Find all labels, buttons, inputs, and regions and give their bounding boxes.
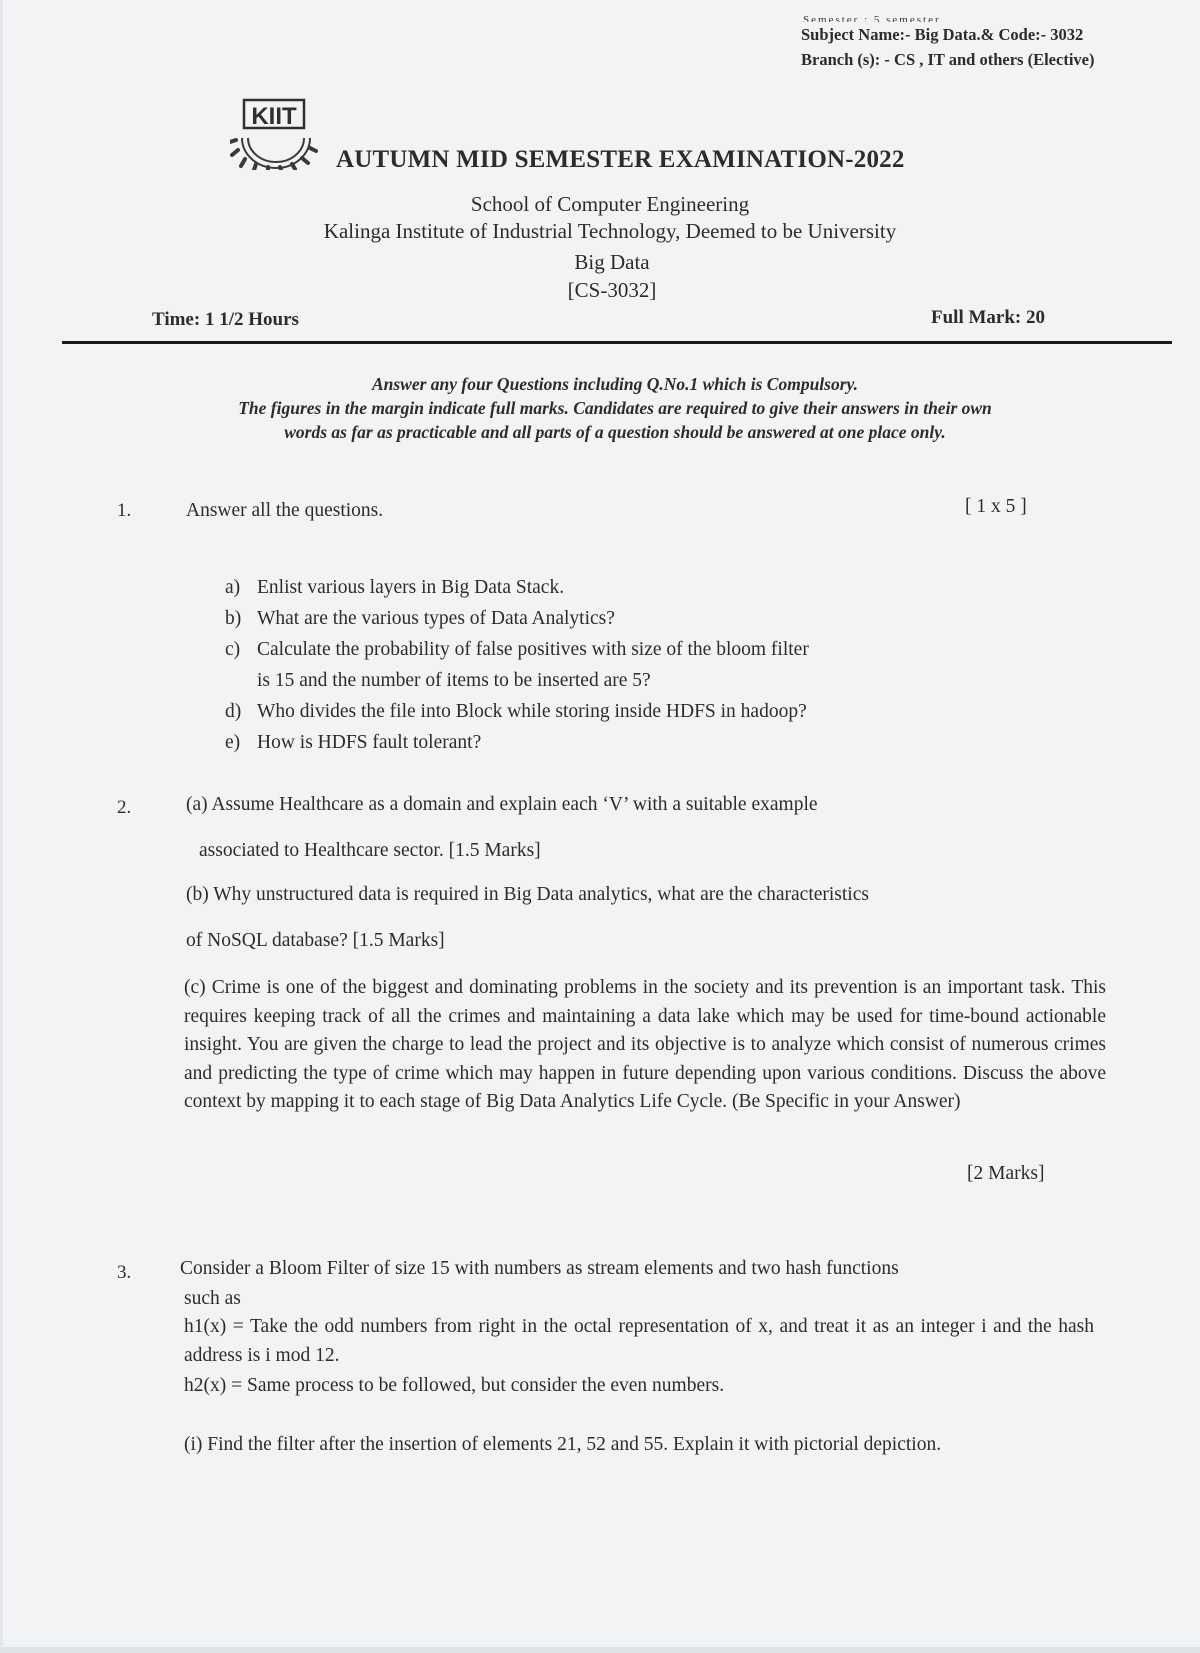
subpart-text: How is HDFS fault tolerant? — [257, 732, 482, 753]
university-name: Kalinga Institute of Industrial Technology, Deemed to be University — [323, 219, 897, 243]
question-3-intro: Consider a Bloom Filter of size 15 with numbers as stream elements and two hash functions — [180, 1258, 899, 1279]
question-1-marks: [ 1 x 5 ] — [965, 496, 1027, 517]
full-mark: Full Mark: 20 — [931, 307, 1045, 328]
question-1-subparts — [225, 572, 965, 758]
question-3-number: 3. — [117, 1262, 132, 1283]
subject-name: Subject Name:- Big Data.& Code:- 3032 — [801, 25, 1084, 44]
question-3-intro-2: such as — [184, 1288, 241, 1309]
exam-title: AUTUMN MID SEMESTER EXAMINATION-2022 — [336, 146, 905, 173]
subpart-label: e) — [225, 732, 241, 753]
subpart-label: b) — [225, 608, 242, 629]
scan-left-edge — [0, 0, 3, 1653]
question-1-text: Answer all the questions. — [186, 500, 384, 521]
instruction-line-2: The figures in the margin indicate full marks. Candidates are required to give their answers in their own — [238, 398, 992, 418]
list-item — [225, 727, 965, 758]
subpart-text: What are the various types of Data Analytics? — [257, 608, 615, 629]
course-code: [CS-3032] — [567, 278, 657, 302]
instruction-line-1: Answer any four Questions including Q.No.1 which is Compulsory. — [371, 374, 859, 394]
question-2a-line-1: (a) Assume Healthcare as a domain and explain each ‘V’ with a suitable example — [186, 794, 818, 815]
school-name: School of Computer Engineering — [470, 192, 750, 216]
question-2c-text: (c) Crime is one of the biggest and dominating problems in the society and its prevention is an important task. This requires keeping track of all the crimes and maintaining a data lake which may be used for time-bound actionable insight. You are given the charge to lead the project and its objective is to analyze which consist of numerous crimes and predicting the type of crime which may happen in future depending upon various conditions. Discuss the above context by mapping it to each stage of Big Data Analytics Life Cycle. (Be Specific in your Answer) — [184, 977, 1106, 1112]
subpart-label: d) — [225, 701, 242, 722]
header-divider — [62, 341, 1172, 344]
subpart-text: Enlist various layers in Big Data Stack. — [257, 577, 565, 598]
question-2c-marks: [2 Marks] — [967, 1163, 1045, 1184]
list-item — [225, 603, 965, 634]
course-name: Big Data — [574, 250, 650, 274]
branch-info: Branch (s): - CS , IT and others (Elective) — [801, 50, 1095, 69]
kiit-logo — [230, 98, 326, 170]
question-3-part-i: (i) Find the filter after the insertion of elements 21, 52 and 55. Explain it with pictorial depiction. — [184, 1434, 942, 1455]
question-1-number: 1. — [117, 500, 132, 521]
question-2b-line-2: of NoSQL database? [1.5 Marks] — [186, 930, 445, 951]
subpart-label: c) — [225, 639, 241, 660]
semester-cutoff-text: Semester : 5 semester — [803, 14, 941, 22]
instruction-line-3: words as far as practicable and all parts of a question should be answered at one place only. — [284, 422, 946, 442]
subpart-text: Calculate the probability of false positives with size of the bloom filter — [257, 639, 809, 660]
question-3-h1: h1(x) = Take the odd numbers from right in the octal representation of x, and treat it as an integer i and the hash address is i mod 12. — [184, 1316, 1094, 1366]
question-2b-line-1: (b) Why unstructured data is required in Big Data analytics, what are the characteristics — [186, 884, 869, 905]
logo-text: KIIT — [251, 103, 297, 130]
question-3-h2: h2(x) = Same process to be followed, but consider the even numbers. — [184, 1375, 725, 1396]
list-item — [225, 696, 965, 727]
exam-duration: Time: 1 1/2 Hours — [152, 309, 299, 330]
scan-bottom-edge — [0, 1647, 1200, 1653]
list-item — [225, 634, 965, 665]
question-2a-line-2: associated to Healthcare sector. [1.5 Marks] — [199, 840, 541, 861]
list-item — [225, 572, 965, 603]
subpart-continuation: is 15 and the number of items to be inserted are 5? — [257, 670, 651, 691]
subpart-label: a) — [225, 577, 241, 598]
subpart-text: Who divides the file into Block while storing inside HDFS in hadoop? — [257, 701, 807, 722]
question-2-number: 2. — [117, 797, 132, 818]
